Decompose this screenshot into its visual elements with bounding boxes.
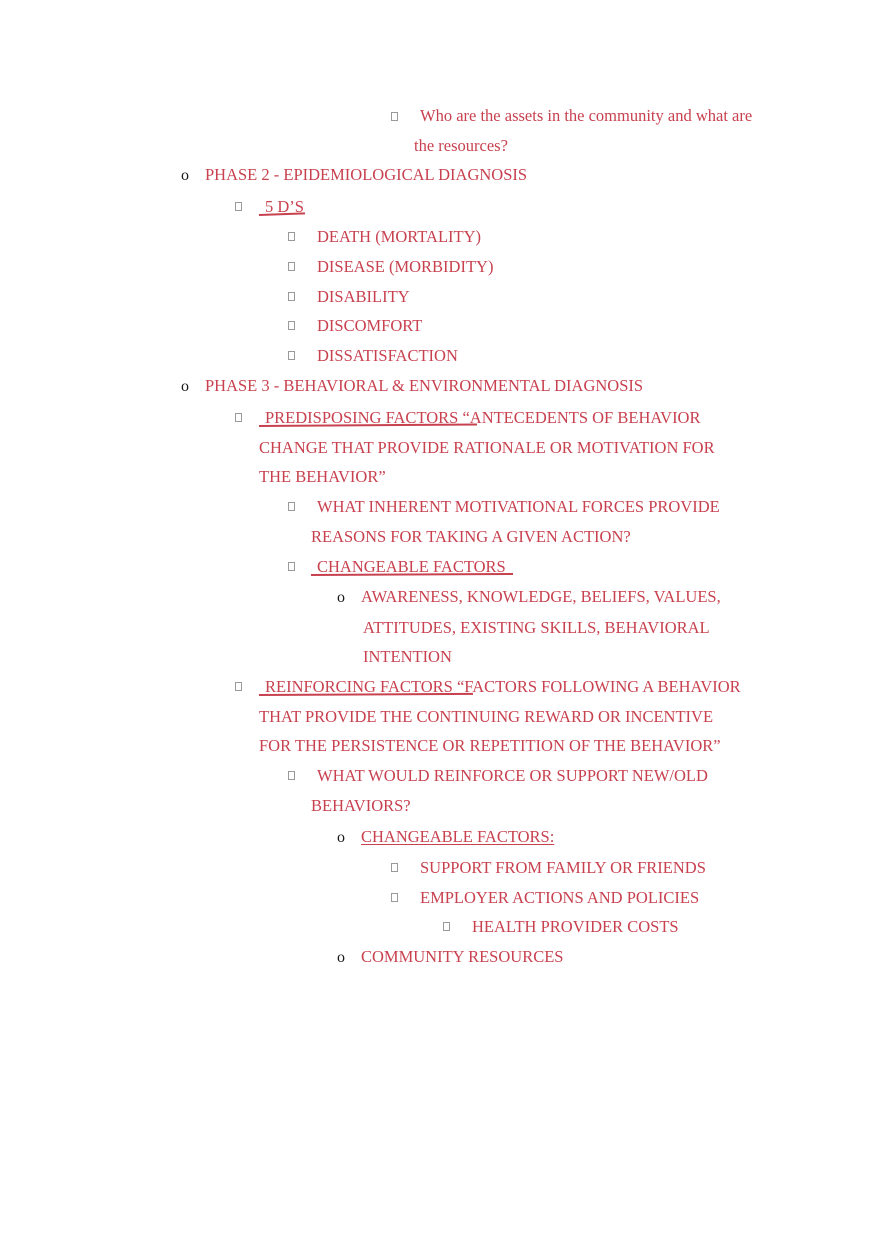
five-ds-item-disease: DISEASE (MORBIDITY) xyxy=(317,257,494,276)
checkbox-bullet-icon xyxy=(288,771,295,780)
five-ds-item-dissatisfaction: DISSATISFACTION xyxy=(317,346,458,365)
five-ds-item-death: DEATH (MORTALITY) xyxy=(317,227,482,246)
reinforcing-changeable-heading: CHANGEABLE FACTORS: xyxy=(361,827,555,846)
five-ds-heading: 5 D’S xyxy=(265,197,304,216)
reinforcing-question-line1: WHAT WOULD REINFORCE OR SUPPORT NEW/OLD xyxy=(317,766,708,785)
checkbox-bullet-icon xyxy=(235,202,242,211)
checkbox-bullet-icon xyxy=(288,292,295,301)
predisposing-question-line2: REASONS FOR TAKING A GIVEN ACTION? xyxy=(311,527,631,546)
community-resources: COMMUNITY RESOURCES xyxy=(361,947,564,966)
phase3-bullet: o xyxy=(181,378,189,395)
phase2-heading: PHASE 2 - EPIDEMIOLOGICAL DIAGNOSIS xyxy=(205,165,528,184)
reinforcing-item-health-costs: HEALTH PROVIDER COSTS xyxy=(472,917,679,936)
changeable-line2: ATTITUDES, EXISTING SKILLS, BEHAVIORAL xyxy=(363,618,710,637)
checkbox-bullet-icon xyxy=(235,413,242,422)
reinforcing-item-employer: EMPLOYER ACTIONS AND POLICIES xyxy=(420,888,700,907)
checkbox-bullet-icon xyxy=(235,682,242,691)
predisposing-changeable-heading: CHANGEABLE FACTORS xyxy=(317,557,506,576)
checkbox-bullet-icon xyxy=(288,351,295,360)
checkbox-bullet-icon xyxy=(288,562,295,571)
phase3-heading: PHASE 3 - BEHAVIORAL & ENVIRONMENTAL DIAGNOSIS xyxy=(205,376,644,395)
reinforcing-line3: FOR THE PERSISTENCE OR REPETITION OF THE BEHAVIOR” xyxy=(259,736,721,755)
assets-question-line2: the resources? xyxy=(414,136,508,155)
predisposing-definition-start: “ANTECEDENTS OF BEHAVIOR xyxy=(462,408,701,427)
checkbox-bullet-icon xyxy=(391,893,398,902)
community-bullet: o xyxy=(337,949,345,966)
predisposing-question-line1: WHAT INHERENT MOTIVATIONAL FORCES PROVIDE xyxy=(317,497,720,516)
reinforcing-question-line2: BEHAVIORS? xyxy=(311,796,411,815)
checkbox-bullet-icon xyxy=(391,863,398,872)
assets-question-line1: Who are the assets in the community and what are xyxy=(420,106,753,125)
five-ds-item-disability: DISABILITY xyxy=(317,287,410,306)
reinforcing-definition-start: “FACTORS FOLLOWING A BEHAVIOR xyxy=(456,677,741,696)
checkbox-bullet-icon xyxy=(288,502,295,511)
checkbox-bullet-icon xyxy=(288,232,295,241)
reinforcing-item-support: SUPPORT FROM FAMILY OR FRIENDS xyxy=(420,858,706,877)
reinforcing-line2: THAT PROVIDE THE CONTINUING REWARD OR INCENTIVE xyxy=(259,707,714,726)
predisposing-line2: CHANGE THAT PROVIDE RATIONALE OR MOTIVATION FOR xyxy=(259,438,715,457)
reinforcing-changeable-bullet: o xyxy=(337,829,345,846)
checkbox-bullet-icon xyxy=(443,922,450,931)
changeable-line1: AWARENESS, KNOWLEDGE, BELIEFS, VALUES, xyxy=(361,587,721,606)
checkbox-bullet-icon xyxy=(391,112,398,121)
checkbox-bullet-icon xyxy=(288,262,295,271)
changeable-line3: INTENTION xyxy=(363,647,452,666)
five-ds-item-discomfort: DISCOMFORT xyxy=(317,316,423,335)
predisposing-line3: THE BEHAVIOR” xyxy=(259,467,386,486)
predisposing-heading: PREDISPOSING FACTORS xyxy=(265,408,459,427)
reinforcing-heading: REINFORCING FACTORS xyxy=(265,677,453,696)
checkbox-bullet-icon xyxy=(288,321,295,330)
changeable-bullet: o xyxy=(337,589,345,606)
phase2-bullet: o xyxy=(181,167,189,184)
